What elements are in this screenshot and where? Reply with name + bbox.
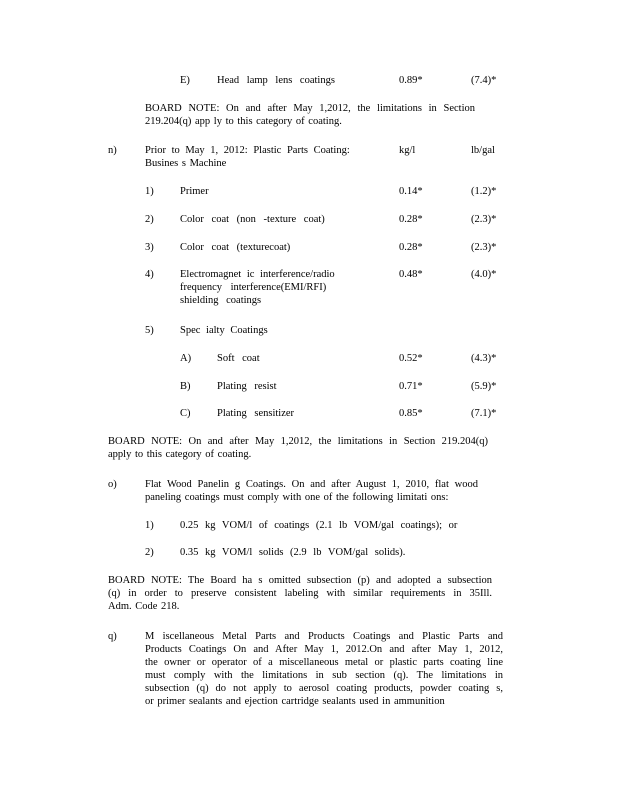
sub-item-label: A) — [180, 353, 192, 364]
item-label: 2) — [145, 214, 154, 225]
section-title — [145, 144, 360, 170]
note-line: BOARD NOTE: On and after May 1,2012, the limitations in Section 219.204(q) — [108, 436, 488, 447]
sub-item-lb-value: (7.1)* — [471, 408, 497, 419]
row-label: E) — [180, 75, 190, 86]
section-body — [145, 630, 503, 708]
sub-item-kg-value: 0.85* — [399, 408, 423, 419]
row-kg-value: 0.89* — [399, 75, 423, 86]
sub-item-text: Plating sensitizer — [217, 408, 295, 419]
title-line: Prior to May 1, 2012: Plastic Parts Coating: — [145, 145, 350, 156]
sub-item-kg-value: 0.52* — [399, 353, 423, 364]
sub-item-text: Plating resist — [217, 381, 277, 392]
item-kg-value: 0.28* — [399, 242, 423, 253]
item-kg-value: 0.14* — [399, 186, 423, 197]
item-label: 5) — [145, 325, 154, 336]
board-note — [108, 435, 488, 461]
board-note — [108, 574, 492, 613]
item-label: 1) — [145, 186, 154, 197]
body-line: Flat Wood Panelin g Coatings. On and after August 1, 2010, flat wood — [145, 479, 478, 490]
sub-item-lb-value: (5.9)* — [471, 381, 497, 392]
body-line: Products Coatings On and After May 1, 2012.On and after May 1, 2012, — [145, 644, 503, 655]
item-text: Spec ialty Coatings — [180, 325, 268, 336]
section-label: n) — [108, 145, 117, 156]
note-line: Adm. Code 218. — [108, 601, 180, 612]
section-label: o) — [108, 479, 117, 490]
item-label: 4) — [145, 269, 154, 280]
item-line: frequency interference(EMI/RFI) — [180, 282, 327, 293]
row-text: Head lamp lens coatings — [217, 75, 335, 86]
title-line: Busines s Machine — [145, 158, 227, 169]
item-label: 2) — [145, 547, 154, 558]
unit-lb-header: lb/gal — [471, 145, 495, 156]
item-text: Color coat (non -texture coat) — [180, 214, 325, 225]
item-text: 0.25 kg VOM/l of coatings (2.1 lb VOM/gal coatings); or — [180, 520, 458, 531]
item-lb-value: (2.3)* — [471, 214, 497, 225]
section-body — [145, 478, 478, 504]
sub-item-text: Soft coat — [217, 353, 260, 364]
note-line: (q) in order to preserve consistent labeling with similar requirements in 35Ill. — [108, 588, 492, 599]
unit-kg-header: kg/l — [399, 145, 416, 156]
row-lb-value: (7.4)* — [471, 75, 497, 86]
body-line: paneling coatings must comply with one of the following limitati ons: — [145, 492, 449, 503]
board-note — [145, 102, 475, 128]
item-text — [180, 268, 350, 307]
body-line: must comply with the limitations in sub section (q). The limitations in — [145, 670, 503, 681]
body-line: subsection (q) do not apply to aerosol coating products, powder coating s, — [145, 683, 503, 694]
item-text: Color coat (texturecoat) — [180, 242, 291, 253]
sub-item-lb-value: (4.3)* — [471, 353, 497, 364]
body-line: the owner or operator of a miscellaneous metal or plastic parts coating line — [145, 657, 503, 668]
body-line: M iscellaneous Metal Parts and Products Coatings and Plastic Parts and — [145, 631, 503, 642]
item-line: shielding coatings — [180, 295, 262, 306]
sub-item-label: C) — [180, 408, 191, 419]
item-text: 0.35 kg VOM/l solids (2.9 lb VOM/gal solids). — [180, 547, 406, 558]
item-kg-value: 0.28* — [399, 214, 423, 225]
item-label: 3) — [145, 242, 154, 253]
item-lb-value: (4.0)* — [471, 269, 497, 280]
item-text: Primer — [180, 186, 209, 197]
sub-item-label: B) — [180, 381, 191, 392]
item-lb-value: (1.2)* — [471, 186, 497, 197]
note-line: BOARD NOTE: The Board ha s omitted subsection (p) and adopted a subsection — [108, 575, 492, 586]
body-line: or primer sealants and ejection cartridge sealants used in ammunition — [145, 696, 445, 707]
sub-item-kg-value: 0.71* — [399, 381, 423, 392]
item-label: 1) — [145, 520, 154, 531]
note-line: 219.204(q) app ly to this category of coating. — [145, 116, 342, 127]
note-line: apply to this category of coating. — [108, 449, 252, 460]
item-kg-value: 0.48* — [399, 269, 423, 280]
item-line: Electromagnet ic interference/radio — [180, 269, 335, 280]
item-lb-value: (2.3)* — [471, 242, 497, 253]
note-line: BOARD NOTE: On and after May 1,2012, the limitations in Section — [145, 103, 475, 114]
section-label: q) — [108, 631, 117, 642]
